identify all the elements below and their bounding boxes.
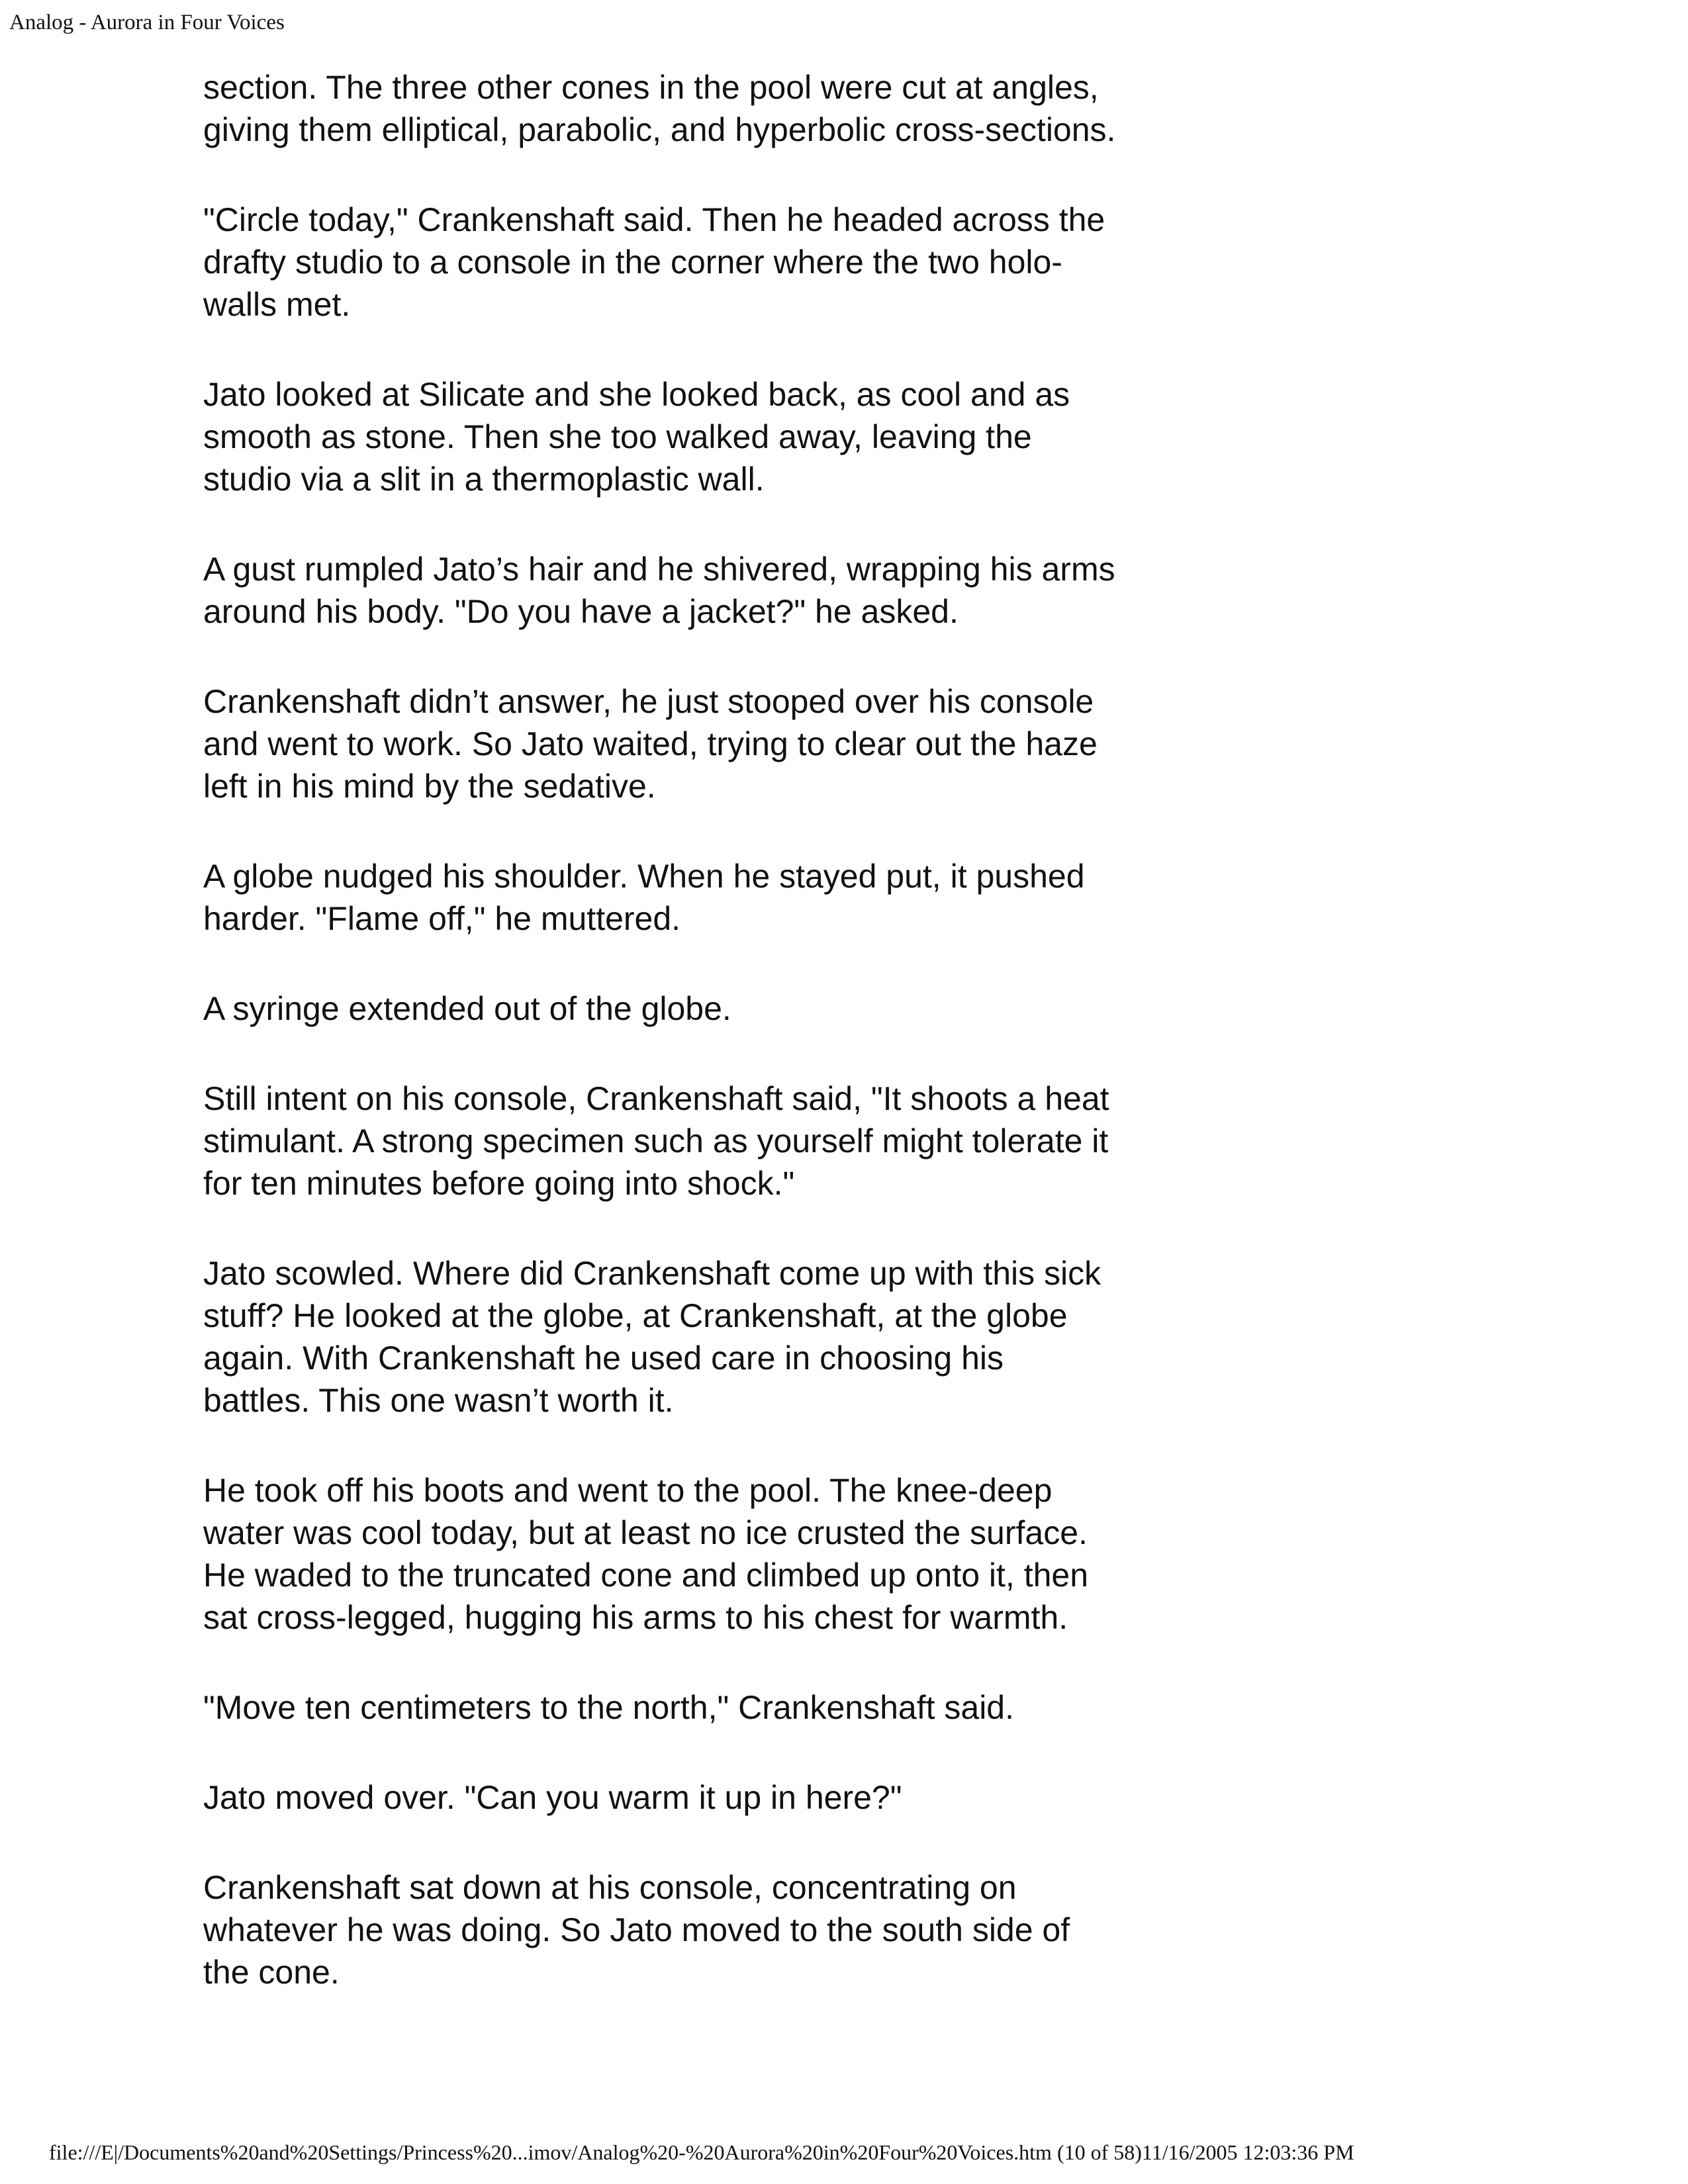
text-line: A globe nudged his shoulder. When he stayed put, it pushed [203, 858, 1085, 895]
page-header-title: Analog - Aurora in Four Voices [9, 11, 285, 34]
text-line: A gust rumpled Jato’s hair and he shivered, wrapping his arms [203, 551, 1115, 588]
paragraph [203, 66, 1223, 151]
paragraph [203, 548, 1223, 633]
paragraph [203, 855, 1223, 940]
text-line: Crankenshaft sat down at his console, concentrating on [203, 1869, 1017, 1906]
text-line: He took off his boots and went to the pool. The knee-deep [203, 1472, 1053, 1509]
text-line: the cone. [203, 1954, 340, 1991]
paragraph [203, 1776, 1223, 1819]
text-line: stuff? He looked at the globe, at Crankenshaft, at the globe [203, 1297, 1068, 1334]
text-line: battles. This one wasn’t worth it. [203, 1382, 674, 1419]
text-line: Jato looked at Silicate and she looked back, as cool and as [203, 376, 1070, 413]
text-line: water was cool today, but at least no ice crusted the surface. [203, 1514, 1088, 1551]
text-line: studio via a slit in a thermoplastic wall. [203, 461, 765, 498]
paragraph [203, 1469, 1223, 1639]
text-line: A syringe extended out of the globe. [203, 990, 731, 1027]
paragraph [203, 1866, 1223, 1993]
text-line: He waded to the truncated cone and climbed up onto it, then [203, 1557, 1089, 1594]
text-line: stimulant. A strong specimen such as yourself might tolerate it [203, 1122, 1109, 1160]
paragraph [203, 1252, 1223, 1422]
text-line: walls met. [203, 286, 351, 323]
text-line: harder. "Flame off," he muttered. [203, 900, 681, 937]
paragraph [203, 1686, 1223, 1729]
text-line: left in his mind by the sedative. [203, 768, 656, 805]
text-line: whatever he was doing. So Jato moved to the south side of [203, 1911, 1070, 1948]
text-line: drafty studio to a console in the corner where the two holo- [203, 244, 1062, 281]
text-line: giving them elliptical, parabolic, and hyperbolic cross-sections. [203, 111, 1116, 148]
text-line: "Circle today," Crankenshaft said. Then he headed across the [203, 201, 1105, 238]
text-line: Crankenshaft didn’t answer, he just stooped over his console [203, 683, 1094, 720]
text-line: "Move ten centimeters to the north," Crankenshaft said. [203, 1689, 1014, 1726]
text-line: Still intent on his console, Crankenshaft said, "It shoots a heat [203, 1080, 1109, 1117]
text-line: for ten minutes before going into shock." [203, 1165, 795, 1202]
paragraph [203, 1077, 1223, 1205]
text-line: section. The three other cones in the pool were cut at angles, [203, 69, 1099, 106]
text-line: sat cross-legged, hugging his arms to his chest for warmth. [203, 1599, 1068, 1636]
paragraph [203, 987, 1223, 1030]
text-line: again. With Crankenshaft he used care in choosing his [203, 1340, 1004, 1377]
text-line: Jato scowled. Where did Crankenshaft come up with this sick [203, 1255, 1102, 1292]
text-line: around his body. "Do you have a jacket?" he asked. [203, 593, 959, 630]
text-line: smooth as stone. Then she too walked away, leaving the [203, 418, 1032, 455]
paragraph [203, 680, 1223, 807]
text-line: Jato moved over. "Can you warm it up in here?" [203, 1779, 902, 1816]
paragraph [203, 199, 1223, 326]
story-text [203, 66, 1223, 2041]
text-line: and went to work. So Jato waited, trying to clear out the haze [203, 725, 1098, 762]
page-footer-file-path: file:///E|/Documents%20and%20Settings/Princess%20...imov/Analog%20-%20Aurora%20in%20Four%20Voices.htm (10 of 58)11/16/2005 12:03:36 PM [49, 2140, 1354, 2164]
paragraph [203, 373, 1223, 500]
